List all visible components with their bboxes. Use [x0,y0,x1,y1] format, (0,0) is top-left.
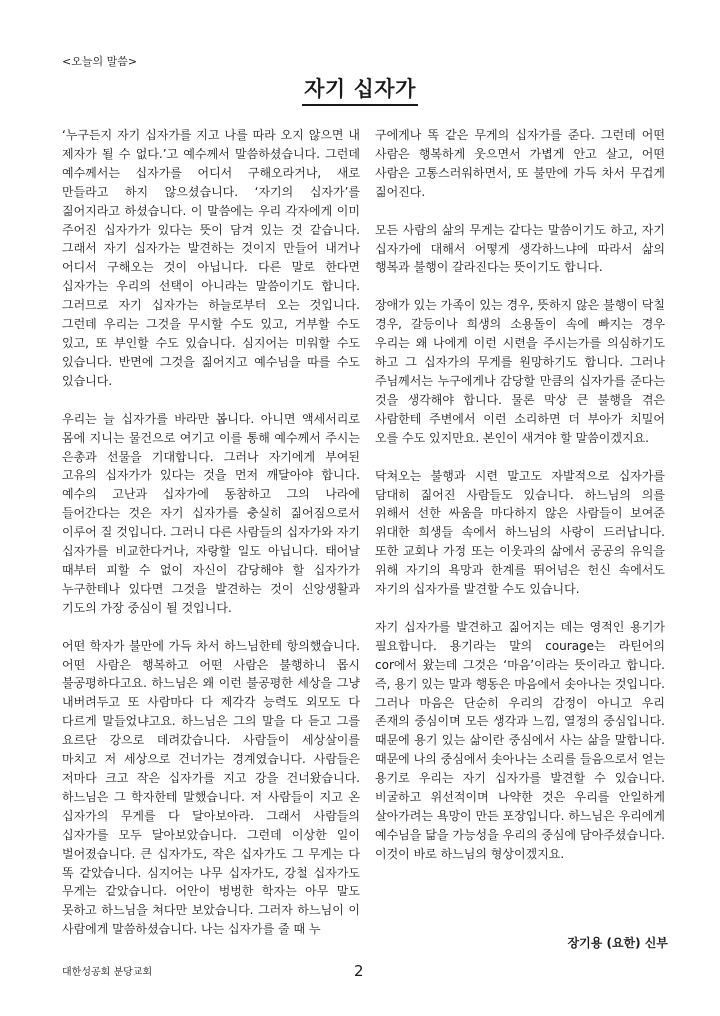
right-column [375,126,665,883]
paragraph: 장애가 있는 가족이 있는 경우, 뜻하지 않은 불행이 닥칠 경우, 갈등이나 희생의 소용돌이 속에 빠지는 경우 우리는 왜 나에게 이런 시련을 주시는가를 의심하기도 하고 그 십자가의 무게를 원망하기도 합니다. 그러나 주님께서는 누구에게나 감당할 만큼의 십자가를 준다는 것을 생각해야 합니다. 물론 막상 큰 불행을 겪은 사람한테 주변에서 이런 소리하면 더 부아가 치밀어 오를 수도 있지만요. 본인이 새겨야 할 말씀이겠지요. [375,298,665,445]
paragraph: 구에게나 똑 같은 무게의 십자가를 준다. 그런데 어떤 사람은 행복하게 웃으면서 가볍게 안고 살고, 어떤 사람은 고통스러워하면서, 또 불만에 가득 차서 무겁게 짊어진다. [375,128,665,199]
paragraph: ‘누구든지 자기 십자가를 지고 나를 따라 오지 않으면 내 제자가 될 수 없다.’고 예수께서 말씀하셨습니다. 그런데 예수께서는 십자가를 어디서 구해오라거나, 새로 만들라고 하지 않으셨습니다. ‘자기의 십자가’를 짊어지라고 하셨습니다. 이 말씀에는 우리 각자에게 이미 주어진 십자가가 있다는 뜻이 담겨 있는 것 같습니다. 그래서 자기 십자가는 발견하는 것이지 만들어 내거나 어디서 구해오는 것이 아닙니다. 다른 말로 한다면 십자가는 우리의 선택이 아니라는 말씀이기도 합니다. 그러므로 자기 십자가는 하늘로부터 오는 것입니다. 그런데 우리는 그것을 무시할 수도 있고, 거부할 수도 있고, 또 부인할 수도 있습니다. 심지어는 미워할 수도 있습니다. 반면에 그것을 짊어지고 예수님을 따를 수도 있습니다. [62,128,360,388]
footer-organization: 대한성공회 분당교회 [62,967,153,978]
paragraph: 우리는 늘 십자가를 바라만 봅니다. 아니면 액세서리로 몸에 지니는 물건으로 여기고 이를 통해 예수께서 주시는 은총과 선물을 기대합니다. 그러나 자기에게 부여된 고유의 십자가가 있다는 것을 먼저 깨달아야 합니다. 예수의 고난과 십자가에 동참하고 그의 나라에 들어간다는 것은 자기 십자가를 충실히 짊어짐으로서 이루어 질 것입니다. 그러니 다른 사람들의 십자가와 자기 십자가를 비교한다거나, 자랑할 일도 아닙니다. 태어날 때부터 피할 수 없이 자신이 감당해야 할 십자가가 누구한테나 있다면 그것을 발견하는 것이 신앙생활과 기도의 가장 중심이 될 것입니다. [62,411,360,615]
paragraph: 모든 사람의 삶의 무게는 같다는 말씀이기도 하고, 자기 십자가에 대해서 어떻게 생각하느냐에 따라서 삶의 행복과 불행이 갈라진다는 뜻이기도 합니다. [375,222,665,275]
title-area [0,76,720,106]
paragraph: 어떤 학자가 불만에 가득 차서 하느님한테 항의했습니다. 어떤 사람은 행복하고 어떤 사람은 불행하니 몹시 불공평하다고요. 하느님은 왜 이런 불공평한 세상을 그냥 내버려두고 또 사람마다 다 제각각 능력도 외모도 다 다르게 말들었냐고요. 하느님은 그의 말을 다 듣고 그를 요르단 강으로 데려갔습니다. 사람들이 세상살이를 마치고 저 세상으로 건너가는 경계였습니다. 사람들은 저마다 크고 작은 십자가를 지고 강을 건너왔습니다. 하느님은 그 학자한테 말했습니다. 저 사람들이 지고 온 십자가의 무게를 다 달아보아라. 그래서 사람들의 십자가를 모두 달아보았습니다. 그런데 이상한 일이 벌어졌습니다. 큰 십자가도, 작은 십자가도 그 무게는 다 똑 같았습니다. 심지어는 나무 십자가도, 강철 십자가도 무게는 같았습니다. 어안이 벙벙한 학자는 아무 말도 못하고 하느님을 쳐다만 보았습니다. 그러자 하느님이 이 사람에게 말씀하셨습니다. 나는 십자가를 줄 때 누 [62,638,360,937]
paragraph: 닥쳐오는 불행과 시련 말고도 자발적으로 십자가를 담대히 짊어진 사람들도 있습니다. 하느님의 의를 위해서 선한 싸움을 마다하지 않은 사람들이 보여준 위대한 희생들 속에서 하느님의 사랑이 드러납니다. 또한 교회나 가정 또는 이웃과의 삶에서 공공의 유익을 위해 자기의 욕망과 한계를 뛰어넘은 헌신 속에서도 자기의 십자가를 발견할 수도 있습니다. [375,468,665,597]
section-label: <오늘의 말씀> [62,55,138,68]
author-signature: 장기용 (요한) 신부 [567,936,668,950]
article-title: 자기 십자가 [302,76,418,106]
paragraph: 자기 십자가를 발견하고 짊어지는 데는 영적인 용기가 필요합니다. 용기라는 말의 courage는 라틴어의 cor에서 왔는데 그것은 ‘마음’이라는 뜻이라고 합니다. 즉, 용기 있는 말과 행동은 마음에서 솟아나는 것입니다. 그러나 마음은 단순히 우리의 감정이 아니고 우리 존재의 중심이며 모든 생각과 느낌, 열정의 중심입니다. 때문에 용기 있는 삶이란 중심에서 사는 삶을 말합니다. 때문에 나의 중심에서 솟아나는 소리를 들음으로서 얻는 용기로 우리는 자기 십자가를 발견할 수 있습니다. 비굴하고 위선적이며 나약한 것은 우리를 안일하게 살아가려는 욕망이 만든 포장입니다. 하느님은 우리에게 예수님을 닮을 가능성을 우리의 중심에 담아주셨습니다. 이것이 바로 하느님의 형상이겠지요. [375,619,665,861]
page-number: 2 [354,962,364,980]
left-column [62,126,360,958]
